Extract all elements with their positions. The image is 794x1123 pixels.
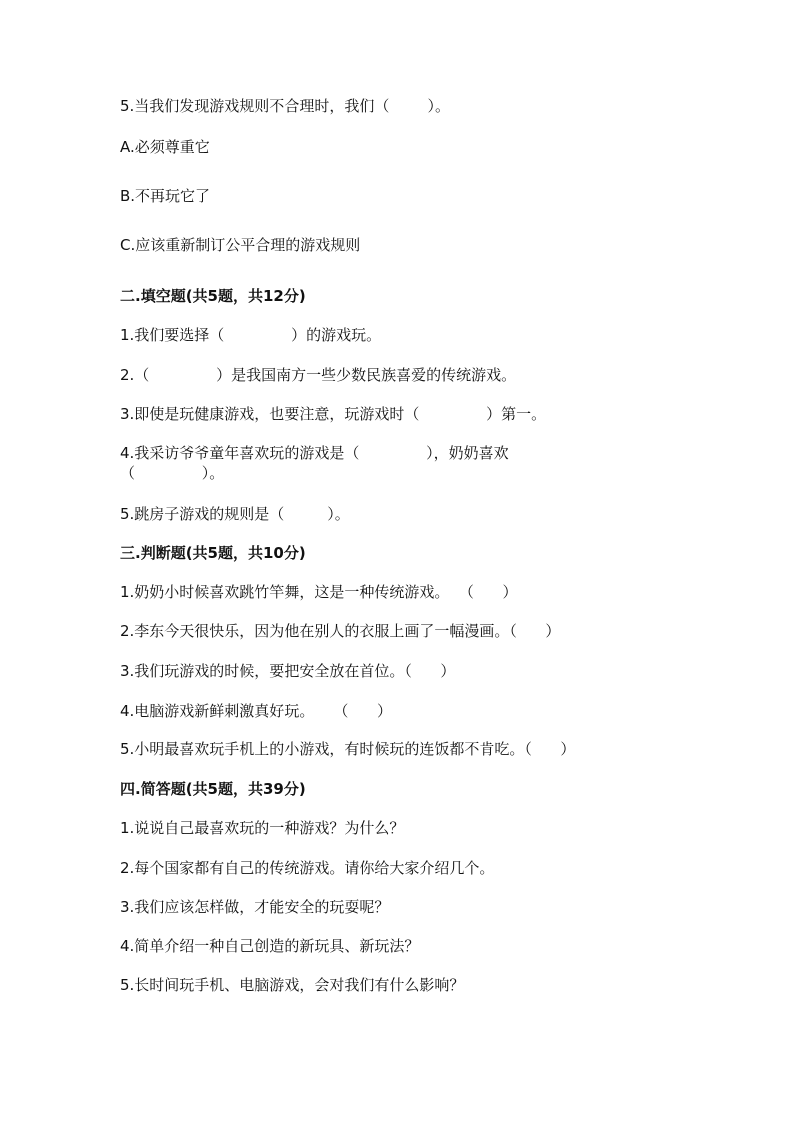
short-answer-q4: 4.简单介绍一种自己创造的新玩具、新玩法？ — [120, 937, 420, 955]
section-fill-blank-title: 二.填空题(共5题，共12分) — [120, 287, 306, 305]
fill-blank-q4-line2: （ ）。 — [120, 464, 225, 482]
judgement-q1: 1.奶奶小时候喜欢跳竹竿舞，这是一种传统游戏。 （ ） — [120, 583, 518, 601]
short-answer-q5: 5.长时间玩手机、电脑游戏，会对我们有什么影响？ — [120, 976, 465, 994]
fill-blank-q3: 3.即使是玩健康游戏，也要注意，玩游戏时（ ）第一。 — [120, 405, 547, 423]
option-a: A.必须尊重它 — [120, 138, 210, 156]
section-judgement-title: 三.判断题(共5题，共10分) — [120, 544, 306, 562]
judgement-q3: 3.我们玩游戏的时候，要把安全放在首位。（ ） — [120, 662, 456, 680]
fill-blank-q1: 1.我们要选择（ ）的游戏玩。 — [120, 326, 382, 344]
option-c: C.应该重新制订公平合理的游戏规则 — [120, 236, 361, 254]
short-answer-q2: 2.每个国家都有自己的传统游戏。请你给大家介绍几个。 — [120, 859, 495, 877]
judgement-q2: 2.李东今天很快乐，因为他在别人的衣服上画了一幅漫画。（ ） — [120, 622, 561, 640]
section-short-answer-title: 四.简答题(共5题，共39分) — [120, 780, 306, 798]
short-answer-q3: 3.我们应该怎样做，才能安全的玩耍呢？ — [120, 898, 390, 916]
short-answer-q1: 1.说说自己最喜欢玩的一种游戏？为什么？ — [120, 819, 405, 837]
fill-blank-q4-line1: 4.我采访爷爷童年喜欢玩的游戏是（ ），奶奶喜欢 — [120, 444, 509, 462]
fill-blank-q5: 5.跳房子游戏的规则是（ ）。 — [120, 505, 350, 523]
judgement-q4: 4.电脑游戏新鲜刺激真好玩。 （ ） — [120, 702, 392, 720]
fill-blank-q2: 2.（ ）是我国南方一些少数民族喜爱的传统游戏。 — [120, 366, 517, 384]
option-b: B.不再玩它了 — [120, 187, 211, 205]
judgement-q5: 5.小明最喜欢玩手机上的小游戏，有时候玩的连饭都不肯吃。（ ） — [120, 740, 576, 758]
question-5-choice: 5.当我们发现游戏规则不合理时，我们（ ）。 — [120, 97, 450, 115]
